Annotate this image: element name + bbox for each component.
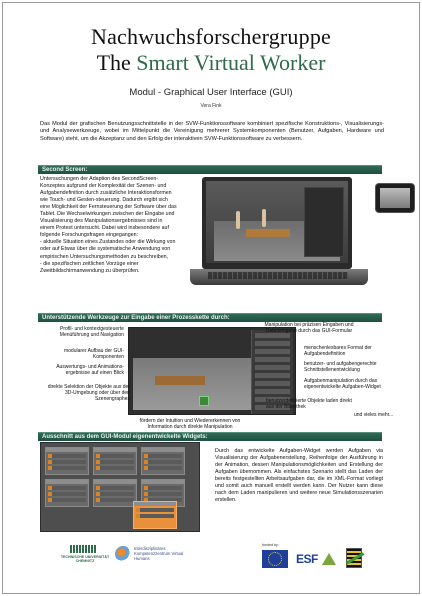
tu-mark-icon bbox=[70, 545, 96, 553]
ik-logo-text: Interdisziplinäres Kompetenzzentrum Virtual Humans bbox=[134, 546, 184, 561]
gui-selected-object bbox=[199, 396, 209, 406]
poster-title-line2 bbox=[0, 50, 422, 76]
section-bar-second-screen bbox=[38, 165, 382, 174]
ik-virtual-humans-logo bbox=[115, 544, 195, 566]
section-bar-tools bbox=[38, 313, 382, 322]
task-widget bbox=[45, 479, 89, 507]
annotation-form: Manipulation bei präzisen Eingaben und Dateneingabe durch das GUI-Formular bbox=[264, 322, 354, 335]
annotation-intuition: fördern der Intuition und Wiedererkennen von Information durch direkte Manipulation bbox=[139, 418, 241, 431]
funded-by-label: funded by: bbox=[262, 543, 279, 547]
annotation-interface: benutzer- und aufgabengerechte Schnittstellenentwicklung bbox=[304, 361, 377, 374]
poster-subtitle: Modul - Graphical User Interface (GUI) bbox=[129, 87, 293, 98]
second-screen-text bbox=[40, 176, 178, 275]
laptop-keyboard bbox=[208, 272, 348, 279]
section-bar-widgets bbox=[38, 432, 382, 441]
eu-flag-icon bbox=[262, 550, 288, 568]
laptop-screen bbox=[206, 181, 348, 263]
second-screen-paragraph: Untersuchungen der Adaption des SecondScreen-Konzeptes aufgrund der Komplexität der Szenen- und Aufgabendefinition durch zusätzliche Interaktionsformen wie Touch- und Gesten-steuerung. Dadurch ergibt sich eine Möglichkeit der Fernsteuerung der Software über das Tablet. Die Wechselwirkungen zwischen der Eingabe und Visualisierung des Manipulationsergebnisses sind in einem Protest untersucht. Dabei wird insbesondere auf folgende Forschungsfragen eingegangen: bbox=[40, 176, 177, 239]
annotation-menu: Profil- und kontextgesteuerte Menüführung und Navigation bbox=[59, 326, 124, 339]
scene-figure bbox=[236, 211, 240, 229]
scene-figure bbox=[262, 209, 266, 227]
scene-table bbox=[246, 229, 290, 237]
esf-mark-icon bbox=[322, 553, 336, 565]
annotation-library: benutzerdefinierte Objekte laden direkt aus der Bibliothek bbox=[266, 398, 352, 411]
annotation-selection: direkte Selektion der Objekte aus der 3D-Umgebung oder über den Szenengraphes bbox=[47, 384, 130, 403]
task-widget bbox=[93, 479, 137, 507]
section-heading: Second Screen: bbox=[42, 167, 88, 173]
saxony-coat-of-arms-icon bbox=[346, 548, 362, 568]
widget-description: Durch das entwickelte Aufgaben-Widget werden Aufgaben via Visualisierung der Aufgabenerstellung, Reihenfolge der Ausführung in der Animation, dessen Manipulationsmöglichkeiten und Erstellung der Aufgaben übernommen. Als einfachstes Szenario stellt das Laden der bereits festgestellten Arbeitsaufgaben dar, die im XML-Format vorliegt und somit auch manuell erstellt werden kann. Der Nutzer kann diese nach dem Laden manipulieren und weitere neue Simulationsszenarien erstellen. bbox=[215, 448, 383, 504]
annotation-format: menschenlesbares Format der Aufgabendefinition bbox=[304, 345, 372, 358]
annotation-modular: modularer Aufbau der GUI-Komponenten bbox=[63, 348, 124, 361]
widget-screenshot bbox=[40, 442, 200, 532]
task-widget-dragged bbox=[133, 501, 177, 529]
annotation-results: Auswertungs- und Animations-ergebnisse auf einen Blick bbox=[56, 364, 124, 377]
second-screen-bullet: - aktuelle Situation eines Zustandes oder die Wirkung von oder auf Etwas über die systematische Anwendung von empirischen Untersuchungsmethoden zu beschreiben, bbox=[40, 239, 176, 260]
laptop-image bbox=[190, 177, 372, 305]
intro-paragraph: Das Modul der grafischen Benutzungsschnittstelle in der SVW-Funktionssoftware kombiniert spezifische Konstruktions-, Visualisierungs- und Analysewerkzeuge, wobei im Mittelpunkt die Vereinigung mehrerer Systemkomponenten (Benutzer, Aufgaben, Hardware und Software) steht, um die Akzeptanz und den Erfolg der interaktiven SVW-Funktionssoftware zu verbessern. bbox=[40, 121, 384, 142]
tablet-image bbox=[375, 183, 415, 213]
tablet-screen bbox=[380, 188, 410, 208]
section-heading: Unterstützende Werkzeuge zur Eingabe einer Prozesskette durch: bbox=[42, 315, 230, 321]
annotation-widget: Aufgabenmanipulation durch das eigenentwickelte Aufgaben-Widget bbox=[304, 378, 381, 391]
second-screen-bullet: - die spezifischen zeitlichen Vorzüge einer Zweitbildschirmanwendung zu überprüfen. bbox=[40, 260, 140, 274]
poster-title-line1: Nachwuchsforschergruppe bbox=[91, 24, 331, 49]
title-prefix: The bbox=[96, 50, 137, 75]
annotation-more: und vieles mehr... bbox=[354, 412, 394, 418]
section-heading: Ausschnitt aus dem GUI-Modul eigenentwickelte Widgets: bbox=[42, 434, 208, 440]
author-name: Vera Fink bbox=[200, 103, 222, 109]
gui-scene-table bbox=[155, 376, 205, 385]
tu-logo-text: TECHNISCHE UNIVERSITÄT CHEMNITZ bbox=[60, 555, 110, 563]
title-accent: Smart Virtual Worker bbox=[136, 50, 326, 75]
task-widget bbox=[45, 447, 89, 475]
task-widget bbox=[141, 447, 185, 475]
esf-logo bbox=[296, 550, 338, 568]
scene-side-panel bbox=[304, 187, 344, 257]
esf-text: ESF bbox=[296, 552, 318, 566]
task-widget bbox=[93, 447, 137, 475]
tu-chemnitz-logo bbox=[58, 545, 112, 565]
ik-mark-icon bbox=[115, 546, 131, 562]
